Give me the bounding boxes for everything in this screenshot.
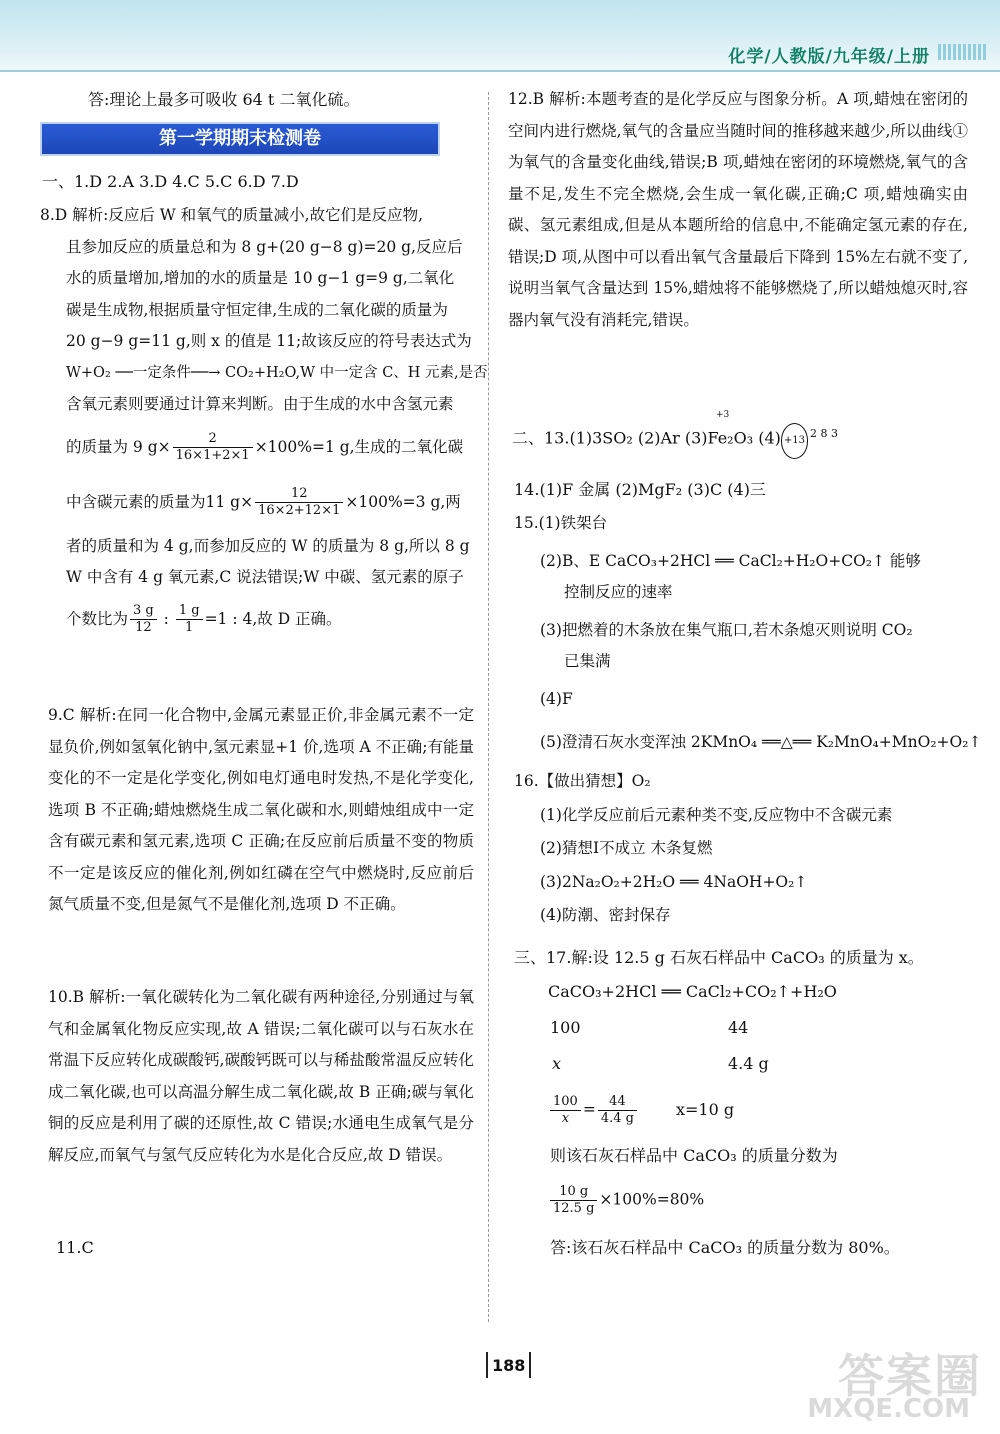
calc2-suffix: ×100%=3 g,两	[345, 492, 461, 511]
question-8	[40, 200, 488, 644]
q17-percent-frac	[550, 1184, 597, 1217]
q17-equation: CaCO₃+2HCl ══ CaCl₂+CO₂↑+H₂O	[548, 982, 837, 1001]
q16-head: 16.【做出猜想】O₂	[514, 772, 651, 790]
q15-2: (2)B、E CaCO₃+2HCl ══ CaCl₂+H₂O+CO₂↑ 能够	[540, 551, 921, 570]
q8-line-10: W 中含有 4 g 氧元素,C 说法错误;W 中碳、氢元素的原子	[66, 568, 464, 586]
q8-line-5: 20 g−9 g=11 g,则 x 的值是 11;故该反应的符号表达式为	[66, 332, 472, 350]
column-divider	[488, 92, 490, 1322]
calc1-num: 2	[173, 431, 253, 448]
q17-ratio-frac-2	[598, 1094, 637, 1127]
fe-charge: +3	[716, 410, 730, 420]
ratio-n1: 3 g	[130, 603, 157, 620]
q16-3: (3)2Na₂O₂+2H₂O ══ 4NaOH+O₂↑	[540, 872, 808, 891]
q9-text: 9.C 解析:在同一化合物中,金属元素显正价,非金属元素不一定显负价,例如氢氧化钠中,氢元素显+1 价,选项 A 不正确;有能量变化的不一定是化学变化,例如电灯通电时发热,不是化学变化,选项 B 不正确;蜡烛燃烧生成二氧化碳和水,则蜡烛组成中一定含有碳元素和氢元素,选项 C 正确;在反应前后质量不变的物质不一定是该反应的催化剂,例如红磷在空气中燃烧时,反应前后氮气质量不变,但是氮气不是催化剂,选项 D 不正确。	[48, 706, 474, 913]
ratio-d2: 1	[185, 620, 194, 635]
question-15	[514, 508, 982, 759]
atom-nucleus: +13	[781, 423, 808, 459]
q8-line-6: W+O₂ ──一定条件──→ CO₂+H₂O,W 中一定含 C、H 元素,是否	[66, 364, 488, 381]
header-dots	[938, 44, 986, 60]
q17-answer: 答:该石灰石样品中 CaCO₃ 的质量分数为 80%。	[550, 1238, 900, 1257]
q15-2b: 控制反应的速率	[564, 583, 673, 601]
question-13	[512, 418, 838, 459]
answer-line: 答:理论上最多可吸收 64 t 二氧化硫。	[88, 90, 360, 109]
q8-line-4: 碳是生成物,根据质量守恒定律,生成的二氧化碳的质量为	[66, 300, 448, 319]
calc1-den: 16×1+2×1	[175, 448, 250, 463]
ratio-suffix: =1 : 4,故 D 正确。	[204, 609, 342, 628]
q15-1: 15.(1)铁架台	[514, 514, 608, 532]
q17-mass-2a: x	[552, 1054, 562, 1073]
question-17-head: 三、17.解:设 12.5 g 石灰石样品中 CaCO₃ 的质量为 x。	[514, 948, 924, 967]
section-title: 第一学期期末检测卷	[42, 124, 438, 154]
q17-f-suffix: ×100%=80%	[599, 1190, 705, 1209]
q16-1: (1)化学反应前后元素种类不变,反应物中不含碳元素	[540, 805, 893, 824]
q17-ratio: $\frac{100}{x}$ = $\frac{44}{4.4 g}$	[548, 1094, 639, 1127]
calc1-prefix: 的质量为 9 g×	[66, 437, 171, 456]
q15-4: (4)F	[540, 689, 573, 708]
ratio-n2: 1 g	[176, 603, 203, 620]
header-title: 化学/人教版/九年级/上册	[728, 47, 930, 67]
q8-line-1: 8.D 解析:反应后 W 和氧气的质量减小,故它们是反应物,	[40, 206, 424, 224]
q17-percent	[548, 1184, 704, 1217]
q17-mass-1a: 100	[550, 1018, 581, 1037]
q17-then: 则该石灰石样品中 CaCO₃ 的质量分数为	[550, 1146, 838, 1165]
calc2-fraction	[255, 486, 343, 519]
calc1-fraction	[173, 431, 253, 464]
q15-5: (5)澄清石灰水变浑浊 2KMnO₄ ══△══ K₂MnO₄+MnO₂+O₂↑	[540, 733, 982, 751]
q17-ratio-frac-1	[550, 1094, 581, 1127]
ratio-frac-1	[130, 603, 157, 636]
q8-line-7: 含氧元素则要通过计算来判断。由于生成的水中含氢元素	[66, 395, 454, 413]
header-rule	[0, 70, 1000, 72]
q8-ratio: 个数比为 $\frac{3 g}{12}$ : $\frac{1 g}{1}$ =1 : 4,故 D 正确。	[66, 603, 342, 635]
q8-line-9: 者的质量和为 4 g,而参加反应的 W 的质量为 8 g,所以 8 g	[66, 536, 470, 555]
question-9	[48, 700, 474, 921]
q12-text: 12.B 解析:本题考查的是化学反应与图象分析。A 项,蜡烛在密闭的空间内进行燃烧,氧气的含量应当随时间的推移越来越少,所以曲线①为氧气的含量变化曲线,错误;B 项,蜡烛在密闭的环境燃烧,氧气的含量不足,发生不完全燃烧,会生成一氧化碳,正确;C 项,蜡烛确实由碳、氢元素组成,但是从本题所给的信息中,不能确定氢元素的存在,错误;D 项,从图中可以看出氧气含量最后下降到 15%左右就不变了,说明当氧气含量达到 15%,蜡烛将不能够燃烧了,所以蜡烛熄灭时,容器内氧气没有消耗完,错误。	[508, 90, 968, 329]
atom-shells: 2 8 3	[810, 427, 838, 440]
q13-text: 二、13.(1)3SO₂ (2)Ar (3)Fe₂O₃ (4)	[512, 428, 781, 448]
ratio-d1: 12	[135, 620, 152, 635]
q8-line-2: 且参加反应的质量总和为 8 g+(20 g−8 g)=20 g,反应后	[66, 237, 463, 256]
q10-text: 10.B 解析:一氧化碳转化为二氧化碳有两种途径,分别通过与氧气和金属氧化物反应实现,故 A 错误;二氧化碳可以与石灰水在常温下反应转化成碳酸钙,碳酸钙既可以与稀盐酸常温反应转化成二氧化碳,也可以高温分解生成二氧化碳,故 B 正确;碳与氧化铜的反应是利用了碳的还原性,故 C 错误;水通电生成氧气是分解反应,而氧气与氢气反应转化为水是化合反应,故 D 错误。	[48, 988, 474, 1164]
question-10	[48, 982, 474, 1171]
calc2-num: 12	[255, 486, 343, 503]
q17-f-num: 10 g	[550, 1184, 597, 1201]
page-number: 188	[492, 1356, 526, 1375]
answers-1-7: 一、1.D 2.A 3.D 4.C 5.C 6.D 7.D	[42, 172, 299, 191]
q16-2: (2)猜想Ⅰ不成立 木条复燃	[540, 839, 713, 857]
watermark-logo: 答案圈	[838, 1349, 982, 1403]
q17-mass-1b: 44	[728, 1018, 749, 1037]
q16-4: (4)防潮、密封保存	[540, 906, 671, 924]
q17-x-result: x=10 g	[676, 1100, 735, 1119]
q15-3: (3)把燃着的木条放在集气瓶口,若木条熄灭则说明 CO₂	[540, 620, 913, 639]
q17-mass-2b: 4.4 g	[728, 1054, 769, 1073]
q8-calc-1	[40, 421, 478, 473]
question-16	[514, 766, 974, 932]
ratio-frac-2	[176, 603, 203, 636]
q17-r-n2: 44	[598, 1094, 637, 1111]
calc2-den: 16×2+12×1	[258, 503, 341, 518]
q17-f-den: 12.5 g	[553, 1201, 595, 1216]
q8-line-3: 水的质量增加,增加的水的质量是 10 g−1 g=9 g,二氧化	[66, 269, 455, 287]
q15-3b: 已集满	[564, 652, 611, 670]
calc2-prefix: 中含碳元素的质量为11 g×	[66, 492, 254, 511]
question-12	[508, 84, 968, 336]
q17-r-d1: x	[561, 1111, 570, 1126]
q17-r-d2: 4.4 g	[600, 1111, 634, 1126]
q17-r-n1: 100	[550, 1094, 581, 1111]
question-11: 11.C	[56, 1238, 94, 1257]
question-14: 14.(1)F 金属 (2)MgF₂ (3)C (4)三	[514, 480, 766, 499]
q8-calc-2	[40, 473, 478, 531]
ratio-prefix: 个数比为	[66, 609, 129, 628]
calc1-suffix: ×100%=1 g,生成的二氧化碳	[254, 437, 464, 456]
watermark-url: MXQE.COM	[807, 1394, 970, 1424]
